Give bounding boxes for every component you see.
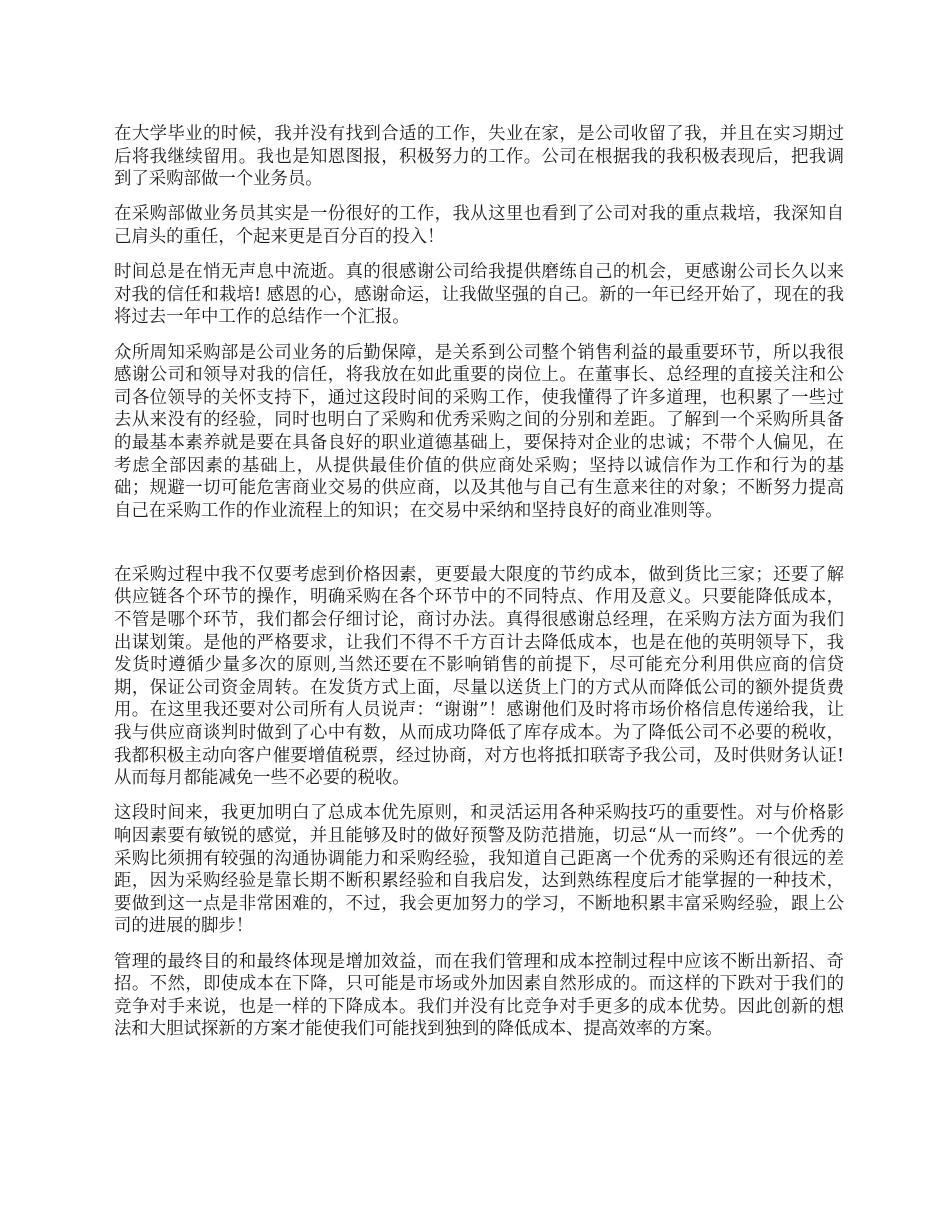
paragraph-4: 众所周知采购部是公司业务的后勤保障，是关系到公司整个销售利益的最重要环节，所以我很感谢公司和领导对我的信任，将我放在如此重要的岗位上。在董事长、总经理的直接关注和公司各位领导的关怀支持下，通过这段时间的采购工作，使我懂得了许多道理，也积累了一些过去从来没有的经验，同时也明白了采购和优秀采购之间的分别和差距。了解到一个采购所具备的最基本素养就是要在具备良好的职业道德基础上，要保持对企业的忠诚；不带个人偏见，在考虑全部因素的基础上，从提供最佳价值的供应商处采购；坚持以诚信作为工作和行为的基础；规避一切可能危害商业交易的供应商，以及其他与自己有生意来往的对象；不断努力提高自己在采购工作的作业流程上的知识；在交易中采纳和坚持良好的商业准则等。 xyxy=(114,342,844,521)
paragraph-5: 在采购过程中我不仅要考虑到价格因素，更要最大限度的节约成本，做到货比三家；还要了解供应链各个环节的操作，明确采购在各个环节中的不同特点、作用及意义。只要能降低成本，不管是哪个环节，我们都会仔细讨论，商讨办法。真得很感谢总经理，在采购方法方面为我们出谋划策。是他的严格要求，让我们不得不千方百计去降低成本，也是在他的英明领导下，我发货时遵循少量多次的原则,当然还要在不影响销售的前提下，尽可能充分利用供应商的信贷期，保证公司资金周转。在发货方式上面，尽量以送货上门的方式从而降低公司的额外提货费用。在这里我还要对公司所有人员说声：“谢谢”！感谢他们及时将市场价格信息传递给我，让我与供应商谈判时做到了心中有数，从而成功降低了库存成本。为了降低公司不必要的税收，我都积极主动向客户催要增值税票，经过协商，对方也将抵扣联寄予我公司，及时供财务认证!从而每月都能减免一些不必要的税收。 xyxy=(114,564,844,789)
paragraph-2: 在采购部做业务员其实是一份很好的工作，我从这里也看到了公司对我的重点栽培，我深知自己肩头的重任，个起来更是百分百的投入！ xyxy=(114,204,844,247)
paragraph-6: 这段时间来，我更加明白了总成本优先原则，和灵活运用各种采购技巧的重要性。对与价格影响因素要有敏锐的感觉，并且能够及时的做好预警及防范措施，切忌“从一而终”。一个优秀的采购比须拥有较强的沟通协调能力和采购经验，我知道自己距离一个优秀的采购还有很远的差距，因为采购经验是靠长期不断积累经验和自我启发，达到熟练程度后才能掌握的一种技术，要做到这一点是非常困难的，不过，我会更加努力的学习，不断地积累丰富采购经验，跟上公司的进展的脚步！ xyxy=(114,803,844,937)
paragraph-3: 时间总是在悄无声息中流逝。真的很感谢公司给我提供磨练自己的机会，更感谢公司长久以来对我的信任和栽培! 感恩的心，感谢命运，让我做坚强的自己。新的一年已经开始了，现在的我将过去一年中工作的总结作一个汇报。 xyxy=(114,262,844,328)
paragraph-1: 在大学毕业的时候，我并没有找到合适的工作，失业在家，是公司收留了我，并且在实习期过后将我继续留用。我也是知恩图报，积极努力的工作。公司在根据我的我积极表现后，把我调到了采购部做一个业务员。 xyxy=(114,124,844,190)
document-body xyxy=(114,123,844,1054)
paragraph-7: 管理的最终目的和最终体现是增加效益，而在我们管理和成本控制过程中应该不断出新招、奇招。不然，即使成本在下降，只可能是市场或外加因素自然形成的。而这样的下跌对于我们的竞争对手来说，也是一样的下降成本。我们并没有比竞争对手更多的成本优势。因此创新的想法和大胆试探新的方案才能使我们可能找到独到的降低成本、提高效率的方案。 xyxy=(114,951,844,1040)
section-gap xyxy=(114,535,844,564)
